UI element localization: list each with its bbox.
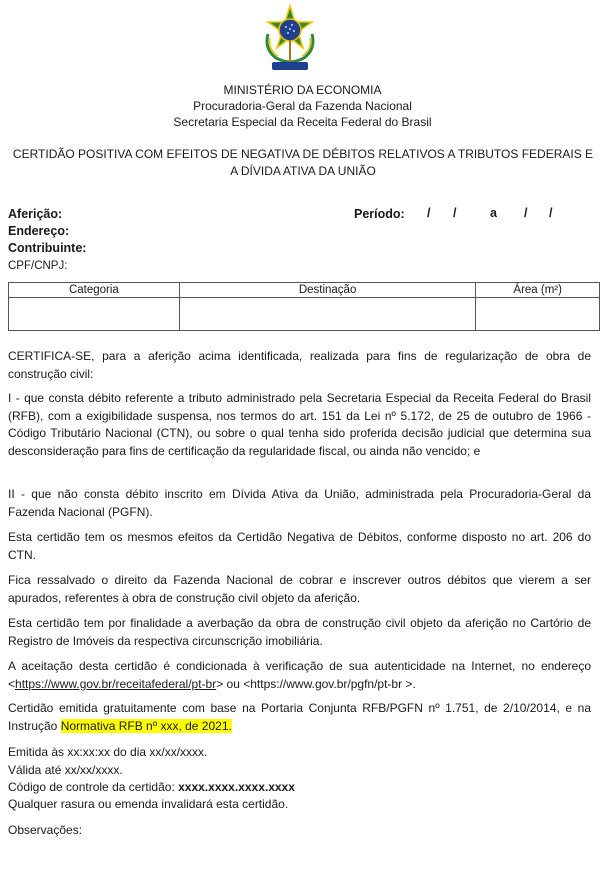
col-destinacao: Destinação — [179, 283, 476, 298]
aceitacao-text-end: > ou <https://www.gov.br/pgfn/pt-br >. — [216, 676, 416, 691]
emitida-text: Certidão emitida gratuitamente com base na Portaria Conjunta RFB/PGFN nº 1.751, de 2/10/2014, e na Instrução — [8, 701, 591, 733]
observacoes-label: Observações: — [8, 823, 83, 837]
document-title — [8, 146, 598, 180]
endereco-label: Endereço: — [8, 224, 70, 238]
emitida-as: Emitida às xx:xx:xx do dia xx/xx/xxxx. — [8, 745, 208, 759]
periodo-label: Período: — [354, 207, 405, 221]
table-cell — [9, 298, 180, 331]
control-code-label: Código de controle da certidão: — [8, 780, 179, 794]
title-line-2: A DÍVIDA ATIVA DA UNIÃO — [230, 164, 376, 178]
ministry-name: MINISTÉRIO DA ECONOMIA — [223, 83, 382, 97]
table-cell — [179, 298, 476, 331]
control-code — [8, 779, 295, 796]
table-header-row — [9, 283, 600, 298]
period-separator: a — [490, 206, 497, 220]
period-slash: / — [549, 206, 553, 220]
period-slash: / — [524, 206, 528, 220]
control-code-value: xxxx.xxxx.xxxx.xxxx — [178, 780, 295, 794]
table-row — [9, 298, 600, 331]
period-slash: / — [427, 206, 431, 220]
secretaria-name: Secretaria Especial da Receita Federal do Brasil — [173, 115, 432, 129]
table-cell — [476, 298, 600, 331]
afericao-label: Aferição: — [8, 207, 63, 221]
item-2-paragraph: II - que não consta débito inscrito em Dívida Ativa da União, administrada pela Procuradoria-Geral da Fazenda Nacional (PGFN). — [8, 487, 591, 519]
efeitos-paragraph: Esta certidão tem os mesmos efeitos da Certidão Negativa de Débitos, conforme disposto no art. 206 do CTN. — [8, 530, 591, 562]
cpf-cnpj-label: CPF/CNPJ: — [8, 260, 68, 272]
item-1-paragraph: I - que consta débito referente a tributo administrado pela Secretaria Especial da Receita Federal do Brasil (RFB), com a exigibilidade suspensa, nos termos do art. 151 da Lei nº 5.172, de 25 de outubro de 1966 - Código Tributário Nacional (CTN), ou sobre o qual tenha sido proferida decisão judicial que determina sua desconsideração para fins de certificação da regularidade fiscal, ou ainda não vencido; e — [8, 391, 591, 458]
col-area: Área (m²) — [476, 283, 600, 298]
contribuinte-label: Contribuinte: — [8, 241, 87, 255]
receita-federal-link[interactable]: https://www.gov.br/receitafederal/pt-br — [15, 676, 217, 691]
title-line-1: CERTIDÃO POSITIVA COM EFEITOS DE NEGATIVA DE DÉBITOS RELATIVOS A TRIBUTOS FEDERAIS E — [12, 147, 594, 161]
aceitacao-paragraph — [8, 658, 591, 693]
emitida-paragraph — [8, 700, 591, 735]
valida-ate: Válida até xx/xx/xxxx. — [8, 763, 123, 777]
aceitacao-text: A aceitação desta certidão é condicionada à verificação de sua autenticidade na Internet, no endereço < — [8, 659, 591, 691]
rasura-notice: Qualquer rasura ou emenda invalidará esta certidão. — [8, 797, 289, 811]
certifica-paragraph: CERTIFICA-SE, para a aferição acima identificada, realizada para fins de regularização de obra de construção civil: — [8, 349, 591, 381]
finalidade-paragraph: Esta certidão tem por finalidade a averbação da obra de construção civil objeto da aferição no Cartório de Registro de Imóveis da respectiva circunscrição imobiliária. — [8, 616, 591, 648]
highlighted-normativa: Normativa RFB nº xxx, de 2021. — [60, 718, 232, 733]
period-slash: / — [453, 206, 457, 220]
procuradoria-name: Procuradoria-Geral da Fazenda Nacional — [193, 99, 412, 113]
ressalvado-paragraph: Fica ressalvado o direito da Fazenda Nacional de cobrar e inscrever outros débitos que vierem a ser apurados, referentes à obra de construção civil objeto da aferição. — [8, 573, 591, 605]
col-categoria: Categoria — [9, 283, 180, 298]
brazil-coat-of-arms-icon — [262, 4, 318, 74]
category-table — [8, 282, 600, 331]
